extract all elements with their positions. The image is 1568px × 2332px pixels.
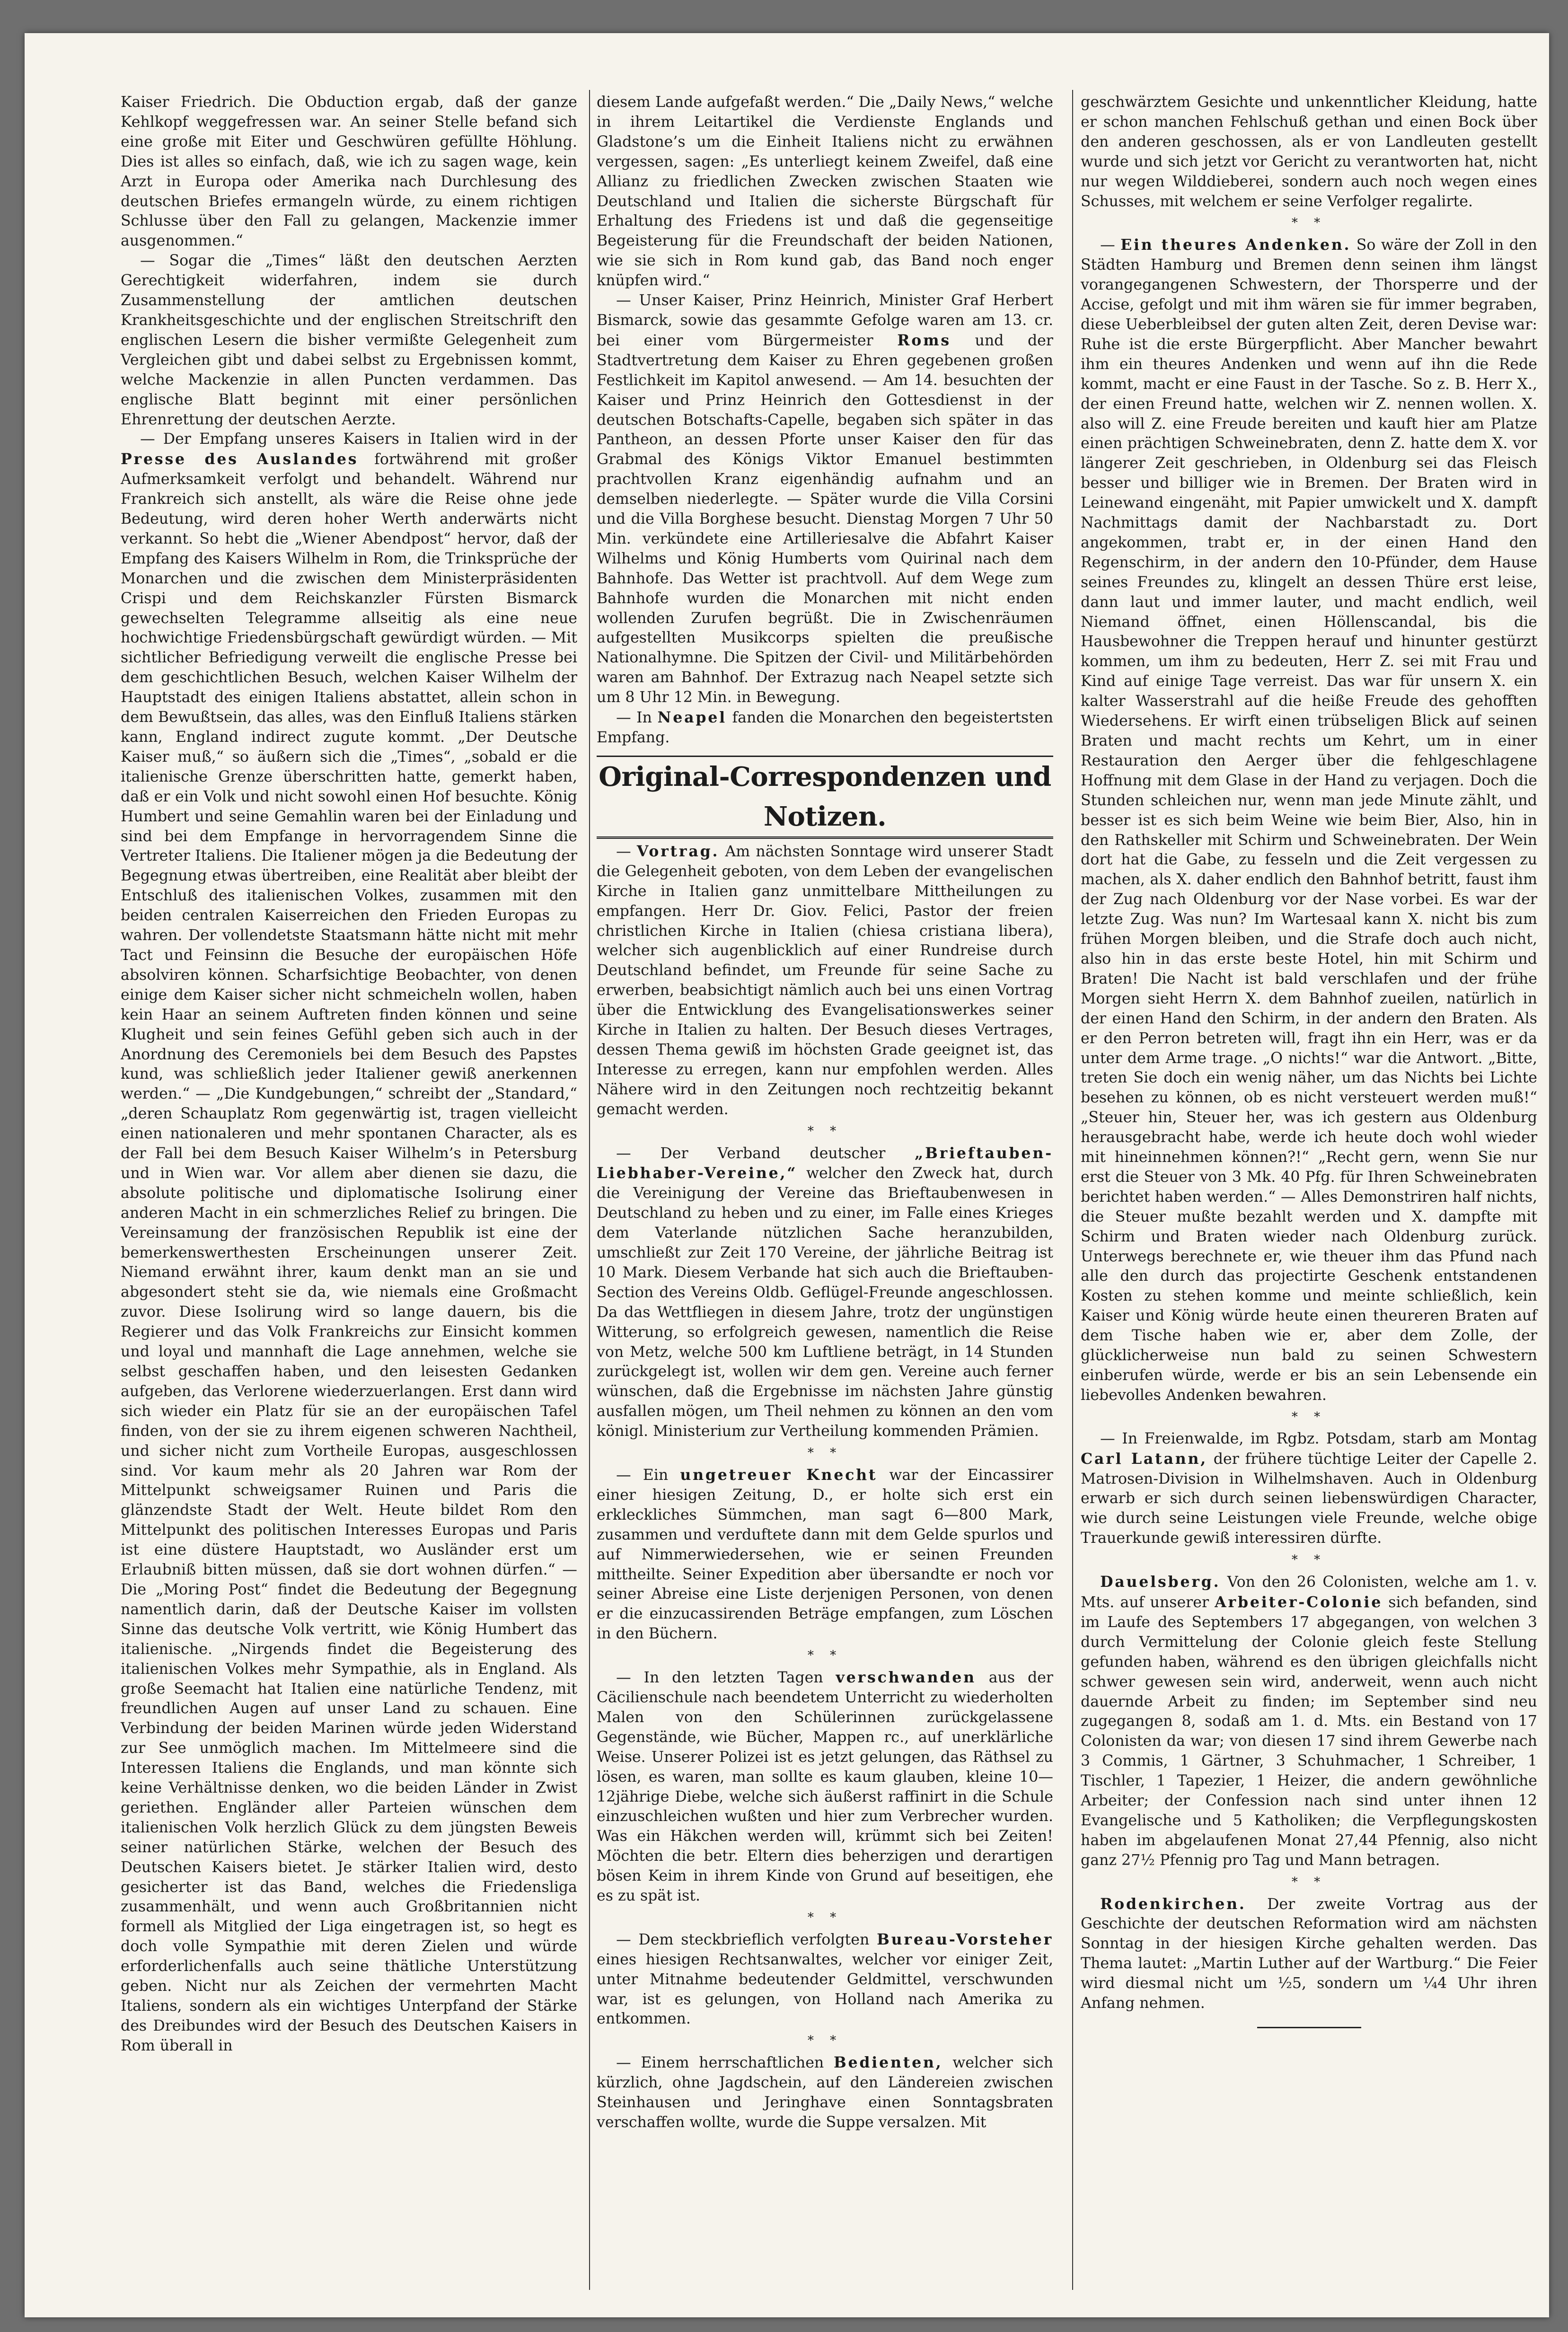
separator-stars: * * [1291, 216, 1327, 230]
end-rule [1257, 2027, 1361, 2028]
article-paragraph: — In Neapel fanden die Monarchen den begeistertsten Empfang. [597, 709, 1053, 746]
separator-stars: * * [807, 1124, 843, 1138]
separator-stars: * * [1291, 1409, 1327, 1424]
column-2 [597, 93, 1053, 2133]
news-item: Dauelsberg. Von den 26 Colonisten, welche am 1. v. Mts. auf unserer Arbeiter-Colonie sich befanden, sind im Laufe des Septembers 17 abgegangen, von welchen 3 durch Vermittelung der Colonie gleich feste Stellung gefunden haben, während es den übrigen gleichfalls nicht schwer gewesen sein wird, anderweit, wenn auch nicht dauernde Arbeit zu finden; im September sind neu zugegangen 8, sodaß am 1. d. Mts. ein Bestand von 17 Colonisten da war; von diesen 17 sind ihrem Gewerbe nach 3 Commis, 1 Gärtner, 3 Schuhmacher, 1 Schreiber, 1 Tischler, 1 Tapezier, 1 Heizer, die andern gewöhnliche Arbeiter; der Confession nach sind unter ihnen 12 Evangelische und 5 Katholiken; die Verpflegungskosten haben im abgelaufenen Monat 27,44 Pfennig, also nicht ganz 27½ Pfennig pro Tag und Mann betragen. [1081, 1573, 1538, 1869]
news-item: — Einem herrschaftlichen Bedienten, welcher sich kürzlich, ohne Jagdschein, auf den Ländereien zwischen Steinhausen und Jeringhave einen Sonntagsbraten verschaffen wollte, wurde die Suppe versalzen. Mit [597, 2054, 1053, 2131]
section-heading: Original-Correspondenzen und Notizen. [597, 756, 1053, 839]
column-divider [1072, 90, 1073, 2290]
article-paragraph: diesem Lande aufgefaßt werden.“ Die „Daily News,“ welche in ihrem Leitartikel die Verdienste Englands und Gladstone’s um die Einheit Italiens nicht zu erwähnen vergessen, sagen: „Es unterliegt keinem Zweifel, daß eine Allianz zu friedlichen Zwecken zwischen Staaten wie Deutschland und Italien die sicherste Bürgschaft für Erhaltung des Friedens ist und daß die gegenseitige Begeisterung für die Freundschaft der beiden Nationen, wie sie sich in Rom kund gab, das Band noch enger knüpfen wird.“ [597, 94, 1053, 290]
highlight: Presse des Auslandes [121, 450, 359, 468]
article-paragraph: — Unser Kaiser, Prinz Heinrich, Minister Graf Herbert Bismarck, sowie das gesammte Gefolge waren am 13. cr. bei einer vom Bürgermeister Roms und der Stadtvertretung dem Kaiser zu Ehren gegebenen großen Festlichkeit im Kapitol anwesend. — Am 14. besuchten der Kaiser und Prinz Heinrich den Gottesdienst in der deutschen Botschafts-Capelle, begaben sich später in das Pantheon, an dessen Pforte unser Kaiser den für das Grabmal des Königs Viktor Emanuel bestimmten prachtvollen Kranz eigenhändig aufnahm und an demselben niederlegte. — Später wurde die Villa Corsini und die Villa Borghese besucht. Dienstag Morgen 7 Uhr 50 Min. verkündete eine Artilleriesalve die Abfahrt Kaiser Wilhelms und König Humberts vom Quirinal nach dem Bahnhofe. Das Wetter ist prachtvoll. Auf dem Wege zum Bahnhofe wurden die Monarchen mit nicht enden wollenden Zurufen begrüßt. Die in Zwischenräumen aufgestellten Musikcorps spielten die preußische Nationalhymne. Die Spitzen der Civil- und Militärbehörden waren am Bahnhof. Der Extrazug nach Neapel setzte sich um 8 Uhr 12 Min. in Bewegung. [597, 292, 1053, 706]
column-3 [1081, 93, 1537, 2028]
column-divider [589, 90, 590, 2290]
news-item: — In Freienwalde, im Rgbz. Potsdam, starb am Montag Carl Latann, der frühere tüchtige Leiter der Capelle 2. Matrosen-Division in Wilhelmshaven. Auch in Oldenburg erwarb er sich durch seinen liebenswürdigen Character, wie durch seine Leistungen viele Freunde, welche obige Trauerkunde gewiß interessiren dürfte. [1081, 1430, 1537, 1547]
news-item: geschwärztem Gesichte und unkenntlicher Kleidung, hatte er schon manchen Fehlschuß gethan und einen Bock über den anderen geschossen, als er von Landleuten gestellt wurde und sich jetzt vor Gericht zu verantworten hat, nicht nur wegen Wilddieberei, sondern auch noch wegen eines Schusses, mit welchem er seine Verfolger regalirte. [1081, 94, 1537, 210]
news-item: — Der Verband deutscher „Brieftauben-Liebhaber-Vereine,“ welcher den Zweck hat, durch die Vereinigung der Vereine das Brieftaubenwesen in Deutschland zu heben und zu einer, im Falle eines Krieges dem Vaterlande nützlichen Sache heranzubilden, umschließt zur Zeit 170 Vereine, der jährliche Beitrag ist 10 Mark. Diesem Verbande hat sich auch die Brieftauben-Section des Vereins Oldb. Geflügel-Freunde angeschlossen. Da das Wettfliegen in diesem Jahre, trotz der ungünstigen Witterung, so erfolgreich gewesen, namentlich die Reise von Metz, welche 500 km Luftliene beträgt, in 14 Stunden zurückgelegt ist, wollen wir dem gen. Vereine auch ferner wünschen, daß die Ergebnisse im nächsten Jahre günstig ausfallen mögen, um Theil nehmen zu können an den vom königl. Ministerium zur Vertheilung kommenden Prämien. [597, 1144, 1054, 1440]
separator-stars: * * [807, 1648, 843, 1663]
separator-stars: * * [807, 1446, 843, 1461]
article-paragraph: — Der Empfang unseres Kaisers in Italien wird in der Presse des Auslandes fortwährend mit großer Aufmerksamkeit verfolgt und behandelt. Während nur Frankreich sich anstellt, als wäre die Reise ohne jede Bedeutung, wird deren hoher Werth anderwärts nicht verkannt. So hebt die „Wiener Abendpost“ hervor, daß der Empfang des Kaisers Wilhelm in Rom, die Trinksprüche der Monarchen und die zwischen dem Ministerpräsidenten Crispi und dem Reichskanzler Fürsten Bismarck gewechselten Telegramme allseitig als eine neue hochwichtige Friedensbürgschaft gewürdigt würden. — Mit sichtlicher Befriedigung verweilt die englische Presse bei dem geschichtlichen Besuch, welchen Kaiser Wilhelm der Hauptstadt des einigen Italiens abstattet, allein schon in dem Bewußtsein, das alles, was den Einfluß Italiens stärken kann, England indirect zugute kommt. „Der Deutsche Kaiser muß,“ so äußern sich die „Times“, „sobald er die italienische Grenze überschritten hatte, gemerkt haben, daß er ein Volk und nicht sowohl einen Hof besuchte. König Humbert und seine Gemahlin waren bei der Einladung und sind bei dem Empfange in hervorragendem Sinne die Vertreter Italiens. Die Italiener mögen ja die Bedeutung der Begegnung etwas übertreiben, eine Realität aber bleibt der Entschluß des italienischen Volkes, zusammen mit den beiden centralen Kaiserreichen den Frieden Europas zu wahren. Der vollendetste Staatsmann hätte nicht mit mehr Tact und Feinsinn die Besuche der europäischen Höfe absolviren können. Scharfsichtige Beobachter, von denen einige dem Kaiser sicher nicht schmeicheln wollen, haben kein Haar an seinem Auftreten finden können und seine Klugheit und sein feines Gefühl geben sich auch in der Anordnung des Ceremoniels bei dem Besuch des Papstes kund, was schließlich jeder Italiener gewiß anerkennen werden.“ — „Die Kundgebungen,“ schreibt der „Standard,“ „deren Schauplatz Rom gegenwärtig ist, tragen vielleicht einen nationaleren und mehr spontanen Character, als es der Fall bei dem Besuch Kaiser Wilhelm’s in Petersburg und in Wien war. Vor allem aber dienen sie dazu, die absolute politische und diplomatische Isolirung einer anderen Macht in ein schmerzliches Relief zu bringen. Die Vereinsamung der französischen Republik ist eine der bemerkenswerthesten Erscheinungen unserer Zeit. Niemand erwähnt ihrer, kaum denkt man an sie und abgesondert steht sie da, wie niemals eine Großmacht zuvor. Diese Isolirung wird so lange dauern, bis die Regierer und das Volk Frankreichs zur Einsicht kommen und loyal und mannhaft die Lage annehmen, welche sie selbst geschaffen haben, und den leisesten Gedanken aufgeben, das Verlorene wiederzuerlangen. Erst dann wird sich wieder ein Platz für sie an der europäischen Tafel finden, von der sie zu ihrem eigenen schweren Nachtheil, und sicher nicht zum Vortheile Europas, ausgeschlossen sind. Vor kaum mehr als 20 Jahren war Rom der Mittelpunkt schweigsamer Ruinen und Paris die glänzendste Stadt der Welt. Heute bildet Rom den Mittelpunkt des politischen Interesses Europas und Paris ist eine düstere Hauptstadt, wo Ausländer erst um Erlaubniß bitten müssen, daß sie dort wohnen dürfen.“ — Die „Moring Post“ findet die Bedeutung der Begegnung namentlich darin, daß der Deutsche Kaiser im vollsten Sinne das deutsche Volk vertritt, wie König Humbert das italienische. „Nirgends findet die Begeisterung des italienischen Volkes mehr Sympathie, als in England. Als große Seemacht hat Italien eine natürliche Tendenz, mit freundlichen Augen auf unser Land zu schauen. Eine Verbindung der beiden Marinen würde jeden Widerstand zur See unmöglich machen. Im Mittelmeere sind die Interessen Italiens die Englands, und man könnte sich keine Verhältnisse denken, wo die beiden Länder in Zwist geriethen. Engländer aller Parteien wünschen dem italienischen Volk herzlich Glück zu dem jüngsten Beweis seiner natürlichen Stärke, welchen der Besuch des Deutschen Kaisers bietet. Je stärker Italien wird, desto gesicherter ist das Band, welches die Friedensliga zusammenhält, und wenn auch Großbritannien nicht formell als Mitglied der Liga eingetragen ist, so hegt es doch volle Sympathie mit deren Zielen und würde erforderlichenfalls auch seine thätliche Unterstützung geben. Nicht nur als Zeichen der vermehrten Macht Italiens, sondern als ein wichtiges Unterpfand der Stärke des Dreibundes wird der Besuch des Deutschen Kaisers in Rom überall in [121, 431, 577, 2054]
news-item: Rodenkirchen. Der zweite Vortrag aus der Geschichte der deutschen Reformation wird am nächsten Sonntag in der hiesigen Kirche gehalten werden. Das Thema lautet: „Martin Luther auf der Wartburg.“ Die Feier wird diesmal nicht um ½5, sondern um ¼4 Uhr ihren Anfang nehmen. [1081, 1895, 1537, 2012]
article-paragraph: Kaiser Friedrich. Die Obduction ergab, daß der ganze Kehlkopf weggefressen war. An seiner Stelle befand sich eine große mit Eiter und Geschwüren gefüllte Höhlung. Dies ist alles so einfach, daß, wie ich zu sagen wage, kein Arzt in Europa oder Amerika nach Durchlesung des deutschen Briefes ermangeln würde, zu einem richtigen Schlusse über den Fall zu gelangen, Mackenzie immer ausgenommen.“ [121, 94, 577, 250]
separator-stars: * * [1291, 1874, 1327, 1889]
news-item: — In den letzten Tagen verschwanden aus der Cäcilienschule nach beendetem Unterricht zu wiederholten Malen von den Schülerinnen zurückgelassene Gegenstände, wie Bücher, Mappen rc., auf unerklärliche Weise. Unserer Polizei ist es jetzt gelungen, das Räthsel zu lösen, es waren, man sollte es kaum glauben, kleine 10—12jährige Diebe, welche sich äußerst raffinirt in die Schule einzuschleichen wußten und hier zum Verbrecher wurden. Was ein Häkchen werden will, krümmt sich bei Zeiten! Möchten die betr. Eltern dies beherzigen und derartigen bösen Keim in ihrem Kinde von Grund auf beseitigen, ehe es zu spät ist. [597, 1669, 1053, 1905]
news-item: — Ein ungetreuer Knecht war der Eincassirer einer hiesigen Zeitung, D., er holte sich erst ein erkleckliches Sümmchen, man sagt 6—800 Mark, zusammen und verduftete dann mit dem Gelde spurlos und auf Nimmerwiedersehen, wie er seinen Freunden mittheilte. Seiner Expedition aber übersandte er noch vor seiner Abreise eine Liste derjenigen Personen, von denen er die einzucassirenden Beträge empfangen, zum Löschen in den Büchern. [597, 1466, 1053, 1643]
separator-stars: * * [1291, 1553, 1327, 1567]
article-paragraph: — Sogar die „Times“ läßt den deutschen Aerzten Gerechtigkeit widerfahren, indem sie durch Zusammenstellung der amtlichen deutschen Krankheitsgeschichte und der englischen Streitschrift den englischen Lesern die bisher vermißte Gelegenheit zum Vergleichen gibt und dabei selbst zu Ergebnissen kommt, welche Mackenzie in allen Puncten verdammen. Das englische Blatt beginnt mit einer persönlichen Ehrenrettung der deutschen Aerzte. [121, 252, 577, 428]
column-1 [121, 93, 577, 2056]
separator-stars: * * [807, 1910, 843, 1925]
news-item: — Vortrag. Am nächsten Sonntage wird unserer Stadt die Gelegenheit geboten, von dem Leben der evangelischen Kirche in Italien ganz unmittelbare Mittheilungen zu empfangen. Herr Dr. Giov. Felici, Pastor der freien christlichen Kirche in Italien (chiesa cristiana libera), welcher sich augenblicklich auf einer Rundreise durch Deutschland befindet, um Freunde für seine Sache zu erwerben, beabsichtigt nämlich auch bei uns einen Vortrag über die Entwicklung des Evangelisationswerkes seiner Kirche in Italien zu halten. Der Besuch dieses Vertrages, dessen Thema gewiß im höchsten Grade geeignet ist, das Interesse zu erregen, kann nur empfohlen werden. Alles Nähere wird in den Zeitungen noch rechtzeitig bekannt gemacht werden. [597, 842, 1054, 1118]
news-item: — Ein theures Andenken. So wäre der Zoll in den Städten Hamburg und Bremen denn seinen ihm längst vorangegangenen Schwestern, der Thorsperre und der Accise, gefolgt und mit ihm wären sie für immer begraben, diese Ueberbleibsel der guten alten Zeit, deren Devise war: Ruhe ist die erste Bürgerpflicht. Aber Mancher bewahrt ihm ein theures Andenken und wenn auf ihn die Rede kommt, macht er eine Faust in der Tasche. So z. B. Herr X., der einen Freund hatte, welchen wir Z. nennen wollen. X. also will Z. eine Freude bereiten und kauft hier am Platze einen prächtigen Schweinebraten, denn Z. hatte dem X. vor längerer Zeit geschrieben, in Oldenburg sei das Fleisch besser und billiger wie in Bremen. Der Braten wird in Leinewand eingenäht, mit Papier umwickelt und X. dampft Nachmittags damit der Nachbarstadt zu. Dort angekommen, trabt er, in der einen Hand den Regenschirm, in der andern den 10-Pfünder, dem Hause seines Freundes zu, klingelt an dessen Thüre erst leise, dann laut und immer lauter, und macht endlich, weil Niemand öffnet, einen Höllenscandal, bis die Hausbewohner die Treppen herauf und hinunter gestürzt kommen, um ihm zu bedeuten, Herr Z. sei mit Frau und Kind auf einige Tage verreist. Das war für unsern X. ein kalter Wasserstrahl auf die heiße Freude des gehofften Wiedersehens. Er wirft einen trübseligen Blick auf seinen Braten und macht rechts um Kehrt, um in einer Restauration den Aerger über die fehlgeschlagene Hoffnung mit dem Glase in der Hand zu verjagen. Doch die Stunden schleichen nur, wenn man jede Minute zählt, und besser ist es sich beim Weine wie beim Bier, Also, hin in den Rathskeller mit Schirm und Schweinebraten. Der Wein dort hat die Gabe, zu fesseln und die Zeit vergessen zu machen, als X. daher endlich den Bahnhof betritt, faust ihm der Zug nach Oldenburg vor der Nase vorbei. Es war der letzte Zug. Was nun? Im Wartesaal kann X. nicht bis zum frühen Morgen bleiben, und die Strafe doch auch nicht, also hin in das erste beste Hotel, hin mit Schirm und Braten! Die Nacht ist bald verschlafen und der frühe Morgen sieht Herrn X. dem Bahnhof zueilen, natürlich in der einen Hand den Schirm, in der andern den Braten. Als er den Perron betreten will, fragt ihn ein Herr, was er da unter dem Arme trage. „O nichts!“ war die Antwort. „Bitte, treten Sie doch ein wenig näher, um das Nichts bei Lichte besehen zu können, ob es nicht versteuert werden muß!“ „Steuer hin, Steuer her, was ich gestern aus Oldenburg herausgebracht habe, werde ich heute doch wohl wieder mit hineinnehmen können?!“ „Recht gern, wenn Sie nur erst die Steuer von 3 Mk. 40 Pfg. für Ihren Schweinebraten berichtet haben werden.“ — Alles Demonstriren half nichts, die Steuer mußte bezahlt werden und X. dampfte mit Schirm und Braten wieder nach Oldenburg zurück. Unterwegs berechnete er, wie theuer ihm das Pfund nach alle den durch das projectirte Geschenk entstandenen Kosten zu stehen komme und meinte schließlich, kein Kaiser und König würde heute einen theureren Braten auf dem Tische haben wie er, aber dem Zolle, der glücklicherweise nun bald zu seinen Schwestern einberufen würde, werde er bis an sein Lebensende ein liebevolles Andenken bewahren. [1081, 236, 1538, 1404]
separator-stars: * * [807, 2033, 843, 2048]
news-item: — Dem steckbrieflich verfolgten Bureau-Vorsteher eines hiesigen Rechtsanwaltes, welcher vor einiger Zeit, unter Mitnahme bedeutender Geldmittel, verschwunden war, ist es gelungen, von Holland nach Amerika zu entkommen. [597, 1930, 1054, 2028]
newspaper-page [25, 33, 1549, 2317]
